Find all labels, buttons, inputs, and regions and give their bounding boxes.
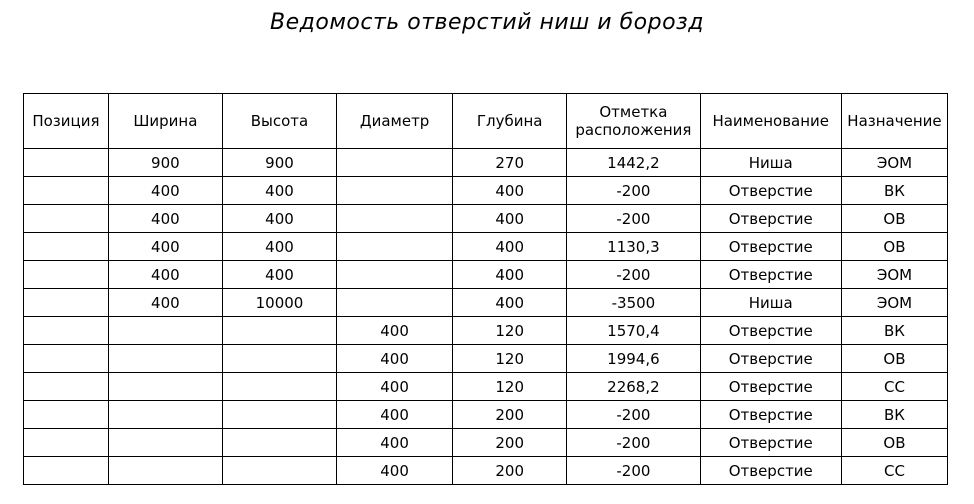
cell-name: Отверстие [700,401,841,429]
cell-diameter: 400 [337,317,453,345]
cell-name: Ниша [700,289,841,317]
header-depth: Глубина [453,94,567,149]
cell-position [24,205,109,233]
cell-elevation: 1130,3 [567,233,700,261]
cell-height [222,317,336,345]
cell-name: Отверстие [700,345,841,373]
cell-position [24,429,109,457]
cell-height [222,401,336,429]
cell-height: 400 [222,205,336,233]
cell-purpose: СС [841,457,947,485]
cell-purpose: ОВ [841,205,947,233]
cell-purpose: СС [841,373,947,401]
cell-elevation: -200 [567,429,700,457]
cell-elevation: -200 [567,401,700,429]
cell-depth: 270 [453,149,567,177]
cell-diameter: 400 [337,429,453,457]
table-row [24,149,948,177]
header-purpose: Назначение [841,94,947,149]
cell-height: 10000 [222,289,336,317]
cell-purpose: ОВ [841,345,947,373]
header-name: Наименование [700,94,841,149]
table-row [24,177,948,205]
table-row [24,233,948,261]
cell-elevation: -200 [567,457,700,485]
cell-position [24,317,109,345]
cell-name: Отверстие [700,261,841,289]
cell-diameter: 400 [337,457,453,485]
openings-schedule-table [23,93,948,485]
cell-width [108,457,222,485]
cell-diameter [337,205,453,233]
cell-elevation: 2268,2 [567,373,700,401]
cell-depth: 400 [453,261,567,289]
cell-position [24,373,109,401]
cell-purpose: ОВ [841,233,947,261]
cell-name: Отверстие [700,205,841,233]
cell-elevation: -200 [567,261,700,289]
cell-diameter [337,261,453,289]
cell-depth: 200 [453,429,567,457]
cell-width: 900 [108,149,222,177]
cell-width [108,373,222,401]
cell-position [24,345,109,373]
cell-elevation: 1570,4 [567,317,700,345]
cell-position [24,177,109,205]
cell-diameter [337,177,453,205]
cell-depth: 400 [453,289,567,317]
cell-depth: 120 [453,317,567,345]
table-row [24,261,948,289]
cell-purpose: ЭОМ [841,149,947,177]
cell-purpose: ВК [841,317,947,345]
cell-width: 400 [108,177,222,205]
cell-height [222,457,336,485]
header-elevation [567,94,700,149]
cell-width: 400 [108,205,222,233]
cell-depth: 400 [453,233,567,261]
cell-position [24,401,109,429]
cell-width: 400 [108,261,222,289]
cell-height [222,373,336,401]
cell-elevation: -200 [567,205,700,233]
cell-position [24,457,109,485]
cell-height [222,429,336,457]
cell-diameter: 400 [337,373,453,401]
cell-width [108,401,222,429]
cell-name: Ниша [700,149,841,177]
cell-position [24,289,109,317]
cell-purpose: ВК [841,177,947,205]
cell-depth: 120 [453,345,567,373]
table-row [24,429,948,457]
cell-height: 400 [222,233,336,261]
header-elevation-line2: расположения [575,121,692,139]
cell-depth: 400 [453,177,567,205]
cell-diameter [337,289,453,317]
cell-height [222,345,336,373]
cell-height: 900 [222,149,336,177]
cell-diameter [337,149,453,177]
cell-elevation: 1994,6 [567,345,700,373]
table-row [24,289,948,317]
cell-depth: 120 [453,373,567,401]
cell-width [108,429,222,457]
table-row [24,401,948,429]
cell-name: Отверстие [700,429,841,457]
table-header-row [24,94,948,149]
header-height: Высота [222,94,336,149]
schedule-title: Ведомость отверстий ниш и борозд [270,10,704,35]
cell-width [108,317,222,345]
cell-name: Отверстие [700,317,841,345]
cell-elevation: -3500 [567,289,700,317]
cell-width: 400 [108,289,222,317]
cell-diameter: 400 [337,401,453,429]
cell-depth: 200 [453,401,567,429]
cell-position [24,233,109,261]
cell-width [108,345,222,373]
cell-purpose: ЭОМ [841,289,947,317]
table-row [24,205,948,233]
cell-height: 400 [222,177,336,205]
cell-height: 400 [222,261,336,289]
header-width: Ширина [108,94,222,149]
header-elevation-line1: Отметка [599,103,668,121]
header-position: Позиция [24,94,109,149]
cell-diameter: 400 [337,345,453,373]
cell-name: Отверстие [700,457,841,485]
cell-diameter [337,233,453,261]
cell-position [24,149,109,177]
cell-elevation: -200 [567,177,700,205]
cell-depth: 200 [453,457,567,485]
table-row [24,373,948,401]
table-row [24,317,948,345]
header-diameter: Диаметр [337,94,453,149]
cell-position [24,261,109,289]
cell-purpose: ОВ [841,429,947,457]
table-row [24,457,948,485]
cell-elevation: 1442,2 [567,149,700,177]
cell-purpose: ЭОМ [841,261,947,289]
cell-depth: 400 [453,205,567,233]
cell-name: Отверстие [700,373,841,401]
cell-name: Отверстие [700,233,841,261]
cell-purpose: ВК [841,401,947,429]
table-row [24,345,948,373]
table-body [24,149,948,485]
cell-width: 400 [108,233,222,261]
cell-name: Отверстие [700,177,841,205]
